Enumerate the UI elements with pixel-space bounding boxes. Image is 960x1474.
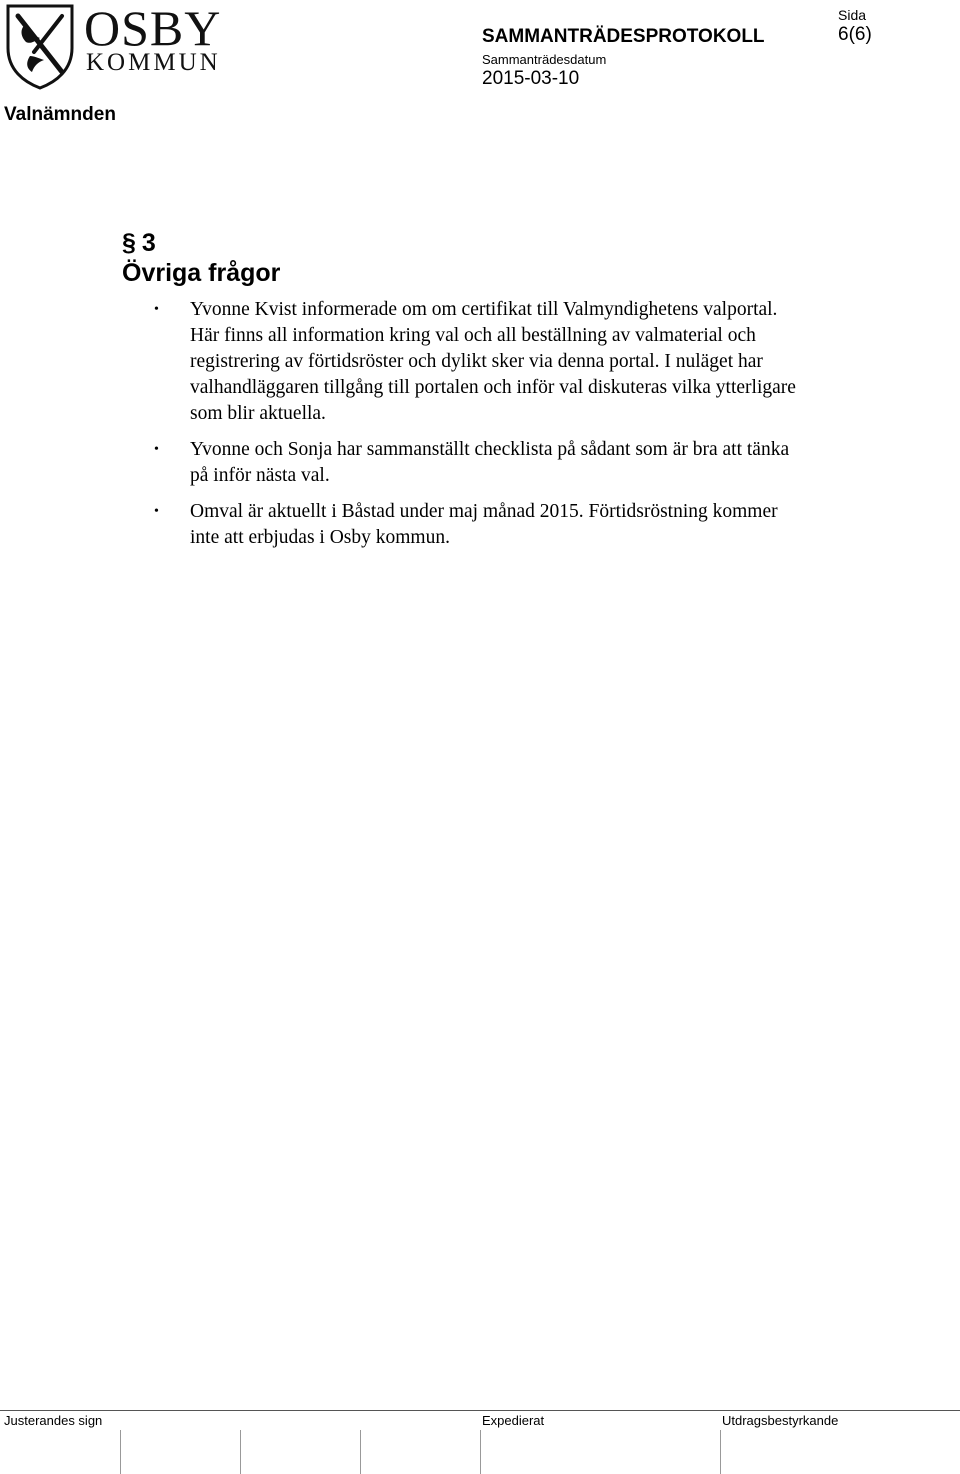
signature-box bbox=[480, 1430, 481, 1474]
footer-expedierat: Expedierat bbox=[482, 1413, 545, 1428]
list-item bbox=[142, 499, 802, 551]
signature-box bbox=[120, 1430, 121, 1474]
bullet-icon: • bbox=[154, 442, 159, 457]
list-item-text: Omval är aktuellt i Båstad under maj månad 2015. Förtidsröstning kommer inte att erbjudas i Osby kommun. bbox=[190, 501, 778, 548]
list-item-text: Yvonne och Sonja har sammanställt checklista på sådant som är bra att tänka på inför nästa val. bbox=[190, 439, 790, 486]
bullet-icon: • bbox=[154, 504, 159, 519]
page-number: 6(6) bbox=[838, 24, 872, 45]
list-item-text: Yvonne Kvist informerade om om certifikat till Valmyndighetens valportal. Här finns all information kring val och all beställning av valmaterial och registrering av förtidsröster och dylikt sker via denna portal. I nuläget har valhandläggaren tillgång till portalen och inför val diskuteras vilka ytterligare som blir aktuella. bbox=[190, 299, 796, 424]
footer-divider bbox=[0, 1410, 960, 1411]
section-number: 3 bbox=[141, 229, 156, 257]
list-item bbox=[142, 297, 802, 427]
section-symbol: § bbox=[122, 229, 136, 257]
logo-subtitle: KOMMUN bbox=[86, 49, 221, 76]
minutes-bullet-list bbox=[142, 297, 802, 561]
page-label: Sida bbox=[838, 7, 867, 23]
document-title: SAMMANTRÄDESPROTOKOLL bbox=[482, 26, 765, 47]
logo-name: OSBY bbox=[84, 0, 222, 56]
section-title: Övriga frågor bbox=[122, 259, 281, 287]
section-heading bbox=[122, 228, 156, 258]
footer-utdragsbestyrkande: Utdragsbestyrkande bbox=[722, 1413, 839, 1428]
coat-of-arms-icon bbox=[4, 2, 76, 90]
bullet-icon: • bbox=[154, 302, 159, 317]
signature-box bbox=[240, 1430, 241, 1474]
meeting-date-label: Sammanträdesdatum bbox=[482, 52, 607, 67]
list-item bbox=[142, 437, 802, 489]
meeting-date-value: 2015-03-10 bbox=[482, 68, 580, 89]
footer-justerandes-sign: Justerandes sign bbox=[4, 1413, 103, 1428]
signature-box bbox=[360, 1430, 361, 1474]
signature-box bbox=[720, 1430, 721, 1474]
committee-name: Valnämnden bbox=[4, 104, 116, 125]
